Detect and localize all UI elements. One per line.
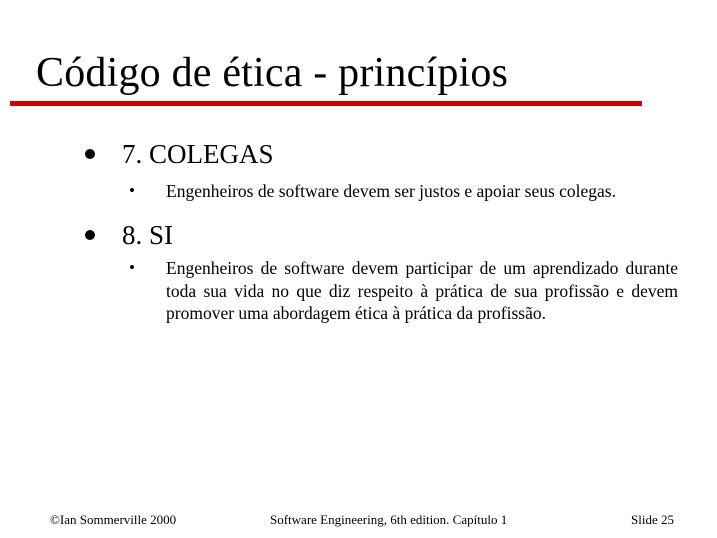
sub-bullet-text: Engenheiros de software devem participar de um aprendizado durante toda sua vida no que diz respeito à prática de sua profissão e devem promover uma abordagem ética à prática da profissão. [166, 258, 678, 324]
slide-title: Código de ética - princípios [36, 50, 509, 96]
bullet-dot-icon [85, 230, 95, 240]
bullet-item-si [0, 220, 717, 250]
sub-bullet-text: Engenheiros de software devem ser justos e apoiar seus colegas. [166, 181, 616, 201]
footer-book-title: Software Engineering, 6th edition. Capítulo 1 [270, 512, 508, 527]
footer-slide-number: Slide 25 [631, 512, 674, 527]
title-underline [10, 101, 642, 106]
bullet-dot-icon [85, 149, 95, 159]
sub-bullet-icon: • [129, 181, 135, 200]
bullet-item-colegas [0, 139, 717, 169]
bullet-heading: 7. COLEGAS [122, 139, 274, 169]
footer-copyright: ©Ian Sommerville 2000 [50, 512, 177, 527]
bullet-heading: 8. SI [122, 220, 174, 250]
sub-bullet-icon: • [129, 258, 135, 277]
